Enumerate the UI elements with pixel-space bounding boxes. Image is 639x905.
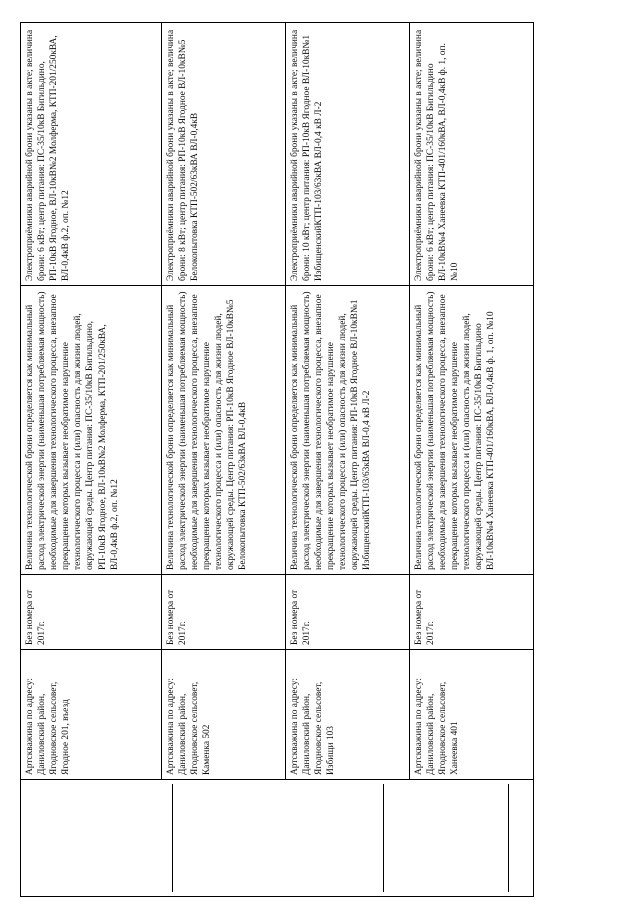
description-cell: Величина технологической брони определяется как минимальный расход электрической энергии (наименьшая потребляемая мощность) необходимые для завершения технологического процесса, внезапное прекращение которых вызывает необратимое нарушение технологического процесса и (или) опасность для жизни людей, окружающей среды. Центр питания: ПС-35/10кВ Бигильдино, РП-10кВ Ягодное, ВЛ-10кВ№2 Молферма, КТП-201/250кВА, ВЛ-0,4кВ ф.2, оп. №12 [21,286,162,575]
reserve-table [20,22,534,897]
description-cell: Величина технологической брони определяется как минимальный расход электрической энергии (наименьшая потребляемая мощность) необходимые для завершения технологического процесса, внезапное прекращение которых вызывает необратимое нарушение технологического процесса и (или) опасность для жизни людей, окружающей среды. Центр питания: ПС-35/10кВ Бигильдино ВЛ-10кВ№4 Ханеевка КТП-401/160кВА, ВЛ-0,4кВ ф. 1, оп. №10 [409,286,533,575]
table-row [285,23,409,897]
document-cell: Без номера от 2017г. [285,575,409,650]
rotated-table-wrapper [20,24,534,897]
reserve-size-cell: Электроприёмники аварийной брони указаны в акте; величина брони: 10 кВт; центр питания: РП-10кВ Ягодное ВЛ-10кВ№1 ИзбищенскийКТП-103/63кВА ВЛ-0,4 кВ Л-2 [285,23,409,286]
reserve-size-cell: Электроприёмники аварийной брони указаны в акте; величина брони: 8 кВт; центр питания: РП-10кВ Ягодное ВЛ-10кВ№5 Белокопытовка КТП-502/63кВА ВЛ-0,4кВ [161,23,285,286]
reserve-size-cell: Электроприёмники аварийной брони указаны в акте; величина брони: 6 кВт; центр питания: ПС-35/10кВ Бигильдино, РП-10кВ Ягодное, ВЛ-10кВ№2 Молферма, КТП-201/250кВА, ВЛ-0,4кВ ф.2, оп. №12 [21,23,162,286]
table-row [161,23,285,897]
object-address-cell: Артскважина по адресу: Даниловский район, Ягодновское сельсовет, Ханеевка 401 [409,650,533,780]
description-cell: Величина технологической брони определяется как минимальный расход электрической энергии (наименьшая потребляемая мощность) необходимые для завершения технологического процесса, внезапное прекращение которых вызывает необратимое нарушение технологического процесса и (или) опасность для жизни людей, окружающей среды. Центр питания: РП-10кВ Ягодное ВЛ-10кВ№1 ИзбищенскийКТП-103/63кВА ВЛ-0,4 кВ Л-2 [285,286,409,575]
description-cell: Величина технологической брони определяется как минимальный расход электрической энергии (наименьшая потребляемая мощность) необходимые для завершения технологического процесса, внезапное прекращение которых вызывает необратимое нарушение технологического процесса и (или) опасность для жизни людей, окружающей среды. Центр питания: РП-10кВ Ягодное ВЛ-10кВ№5 Белокопытовка КТП-502/63кВА ВЛ-0,4кВ [161,286,285,575]
object-address-cell: Артскважина по адресу: Даниловский район, Ягодновское сельсовет, Каменка 502 [161,650,285,780]
object-address-cell: Артскважина по адресу: Даниловский район, Ягодновское сельсовет, Избищи 103 [285,650,409,780]
document-cell: Без номера от 2017г. [161,575,285,650]
table-row [409,23,533,897]
blank-column [21,780,534,897]
document-cell: Без номера от 2017г. [409,575,533,650]
document-cell: Без номера от 2017г. [21,575,162,650]
table-row [21,23,162,897]
object-address-cell: Артскважина по адресу: Даниловский район, Ягодновское сельсовет, Ягодное 201, въезд [21,650,162,780]
reserve-size-cell: Электроприёмники аварийной брони указаны в акте; величина брони: 6 кВт; центр питания: ПС-35/10кВ Бигильдино ВЛ-10кВ№4 Ханеевка КТП-401/160кВА, ВЛ-0,4кВ ф. 1, оп. №10 [409,23,533,286]
